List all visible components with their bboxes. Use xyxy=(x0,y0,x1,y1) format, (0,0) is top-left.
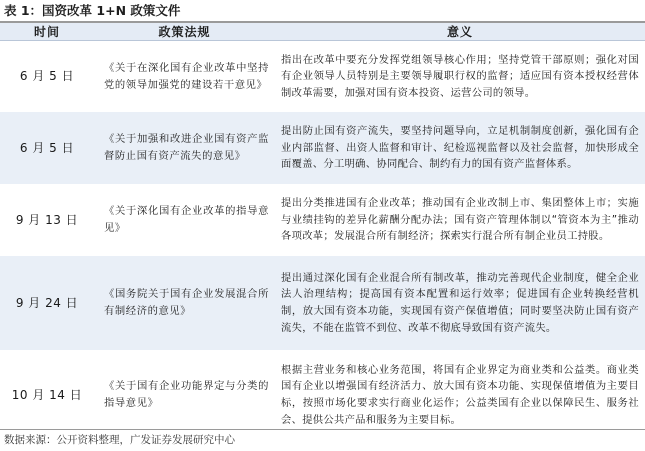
table-row xyxy=(0,112,645,184)
table-row xyxy=(0,256,645,350)
table-row xyxy=(0,41,645,113)
table-caption: 表 1：国资改革 1+N 政策文件 xyxy=(0,0,645,23)
cell-time: 10 月 14 日 xyxy=(0,350,94,440)
header-doc: 政策法规 xyxy=(94,23,275,41)
cell-doc: 《关于在深化国有企业改革中坚持党的领导加强党的建设若干意见》 xyxy=(94,41,275,113)
header-meaning: 意义 xyxy=(275,23,645,41)
header-time: 时间 xyxy=(0,23,94,41)
cell-time: 6 月 5 日 xyxy=(0,41,94,113)
cell-meaning: 根据主营业务和核心业务范围，将国有企业界定为商业类和公益类。商业类国有企业以增强国有经济活力、放大国有资本功能、实现保值增值为主要目标，按照市场化要求实行商业化运作；公益类国有企业以保障民生、服务社会、提供公共产品和服务为主要目标。 xyxy=(275,350,645,440)
cell-doc: 《关于深化国有企业改革的指导意见》 xyxy=(94,184,275,256)
cell-time: 9 月 13 日 xyxy=(0,184,94,256)
cell-meaning: 提出防止国有资产流失，要坚持问题导向，立足机制制度创新，强化国有企业内部监督、出资人监督和审计、纪检巡视监督以及社会监督，加快形成全面覆盖、分工明确、协同配合、制约有力的国有资产监督体系。 xyxy=(275,112,645,184)
policy-table xyxy=(0,23,645,440)
bottom-divider xyxy=(0,429,645,430)
cell-time: 6 月 5 日 xyxy=(0,112,94,184)
cell-doc: 《国务院关于国有企业发展混合所有制经济的意见》 xyxy=(94,256,275,350)
cell-time: 9 月 24 日 xyxy=(0,256,94,350)
table-row xyxy=(0,184,645,256)
cell-doc: 《关于国有企业功能界定与分类的指导意见》 xyxy=(94,350,275,440)
cell-doc: 《关于加强和改进企业国有资产监督防止国有资产流失的意见》 xyxy=(94,112,275,184)
source-note: 数据来源：公开资料整理，广发证券发展研究中心 xyxy=(4,434,235,446)
table-header-row xyxy=(0,23,645,41)
cell-meaning: 提出分类推进国有企业改革；推动国有企业改制上市、集团整体上市；实施与业绩挂钩的差异化薪酬分配办法；国有资产管理体制以“管资本为主”推动各项改革；发展混合所有制经济；探索实行混合所有制企业员工持股。 xyxy=(275,184,645,256)
cell-meaning: 指出在改革中要充分发挥党组领导核心作用；坚持党管干部原则；强化对国有企业领导人员特别是主要领导履职行权的监督；适应国有资本授权经营体制改革需要，加强对国有资本投资、运营公司的领导。 xyxy=(275,41,645,113)
table-row xyxy=(0,350,645,440)
cell-meaning: 提出通过深化国有企业混合所有制改革，推动完善现代企业制度，健全企业法人治理结构；提高国有资本配置和运行效率；促进国有企业转换经营机制，放大国有资本功能，实现国有资产保值增值；同时要坚决防止国有资产流失，不能在监管不到位、改革不彻底导致国有资产流失。 xyxy=(275,256,645,350)
